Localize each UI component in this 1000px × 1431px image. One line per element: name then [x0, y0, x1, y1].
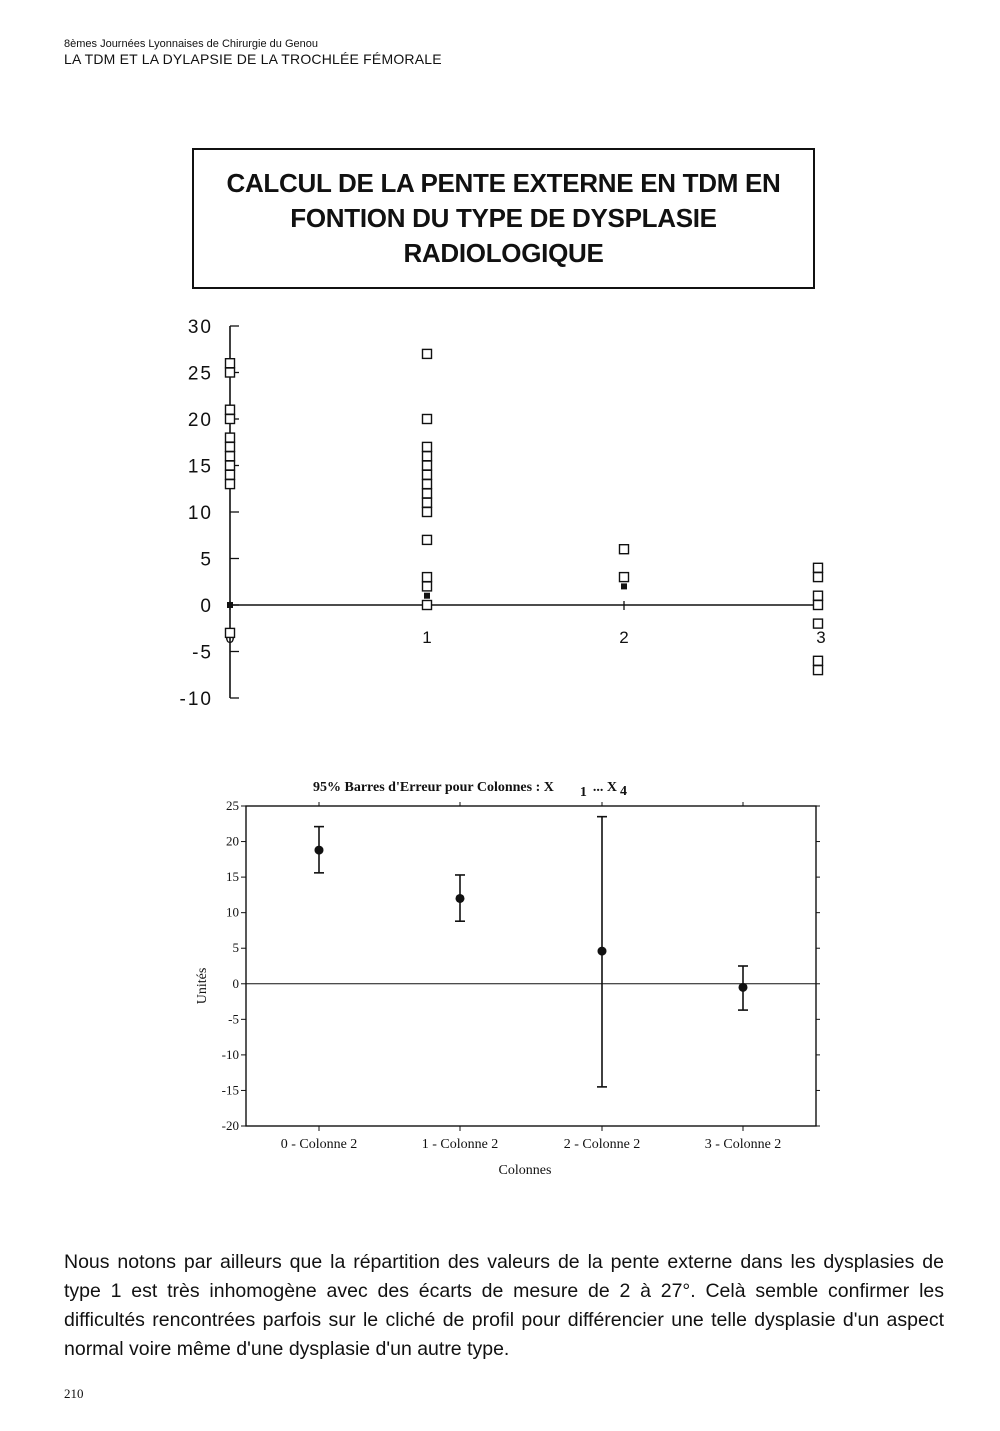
data-point-open [423, 452, 432, 461]
data-point-open [226, 433, 235, 442]
y-tick-label: 30 [187, 317, 213, 338]
data-point-open [226, 405, 235, 414]
data-point-open [814, 563, 823, 572]
data-point-open [814, 591, 823, 600]
scatter-axes [230, 326, 819, 698]
y-tick-label: 0 [232, 975, 239, 991]
y-tick-label: -5 [192, 642, 213, 664]
data-point-open [423, 415, 432, 424]
data-point-open [423, 535, 432, 544]
header-title: LA TDM ET LA DYLAPSIE DE LA TROCHLÉE FÉMORALE [64, 51, 442, 67]
scatter-chart [0, 300, 1000, 720]
y-tick-label: -10 [179, 689, 213, 710]
data-point-open [226, 461, 235, 470]
y-tick-label: 15 [226, 869, 239, 885]
errorbar-title-sub2: 4 [620, 784, 627, 799]
page-header [64, 38, 442, 68]
y-tick-label: 15 [187, 456, 213, 478]
data-point-open [423, 349, 432, 358]
errorbar-title-mid: ... X [592, 780, 617, 795]
data-point-open [226, 359, 235, 368]
errorbar-bars [314, 817, 748, 1087]
data-point-open [226, 368, 235, 377]
header-journal: 8èmes Journées Lyonnaises de Chirurgie du Genou [64, 38, 318, 50]
y-tick-label: 0 [200, 596, 213, 617]
x-tick-label: 1 - Colonne 2 [421, 1137, 499, 1152]
data-point-open [226, 452, 235, 461]
data-point-filled [621, 583, 627, 589]
errorbar-x-ticks [281, 802, 782, 1152]
x-tick-label: 2 [619, 628, 629, 647]
error-bar-mean [598, 947, 607, 956]
data-point-open [423, 470, 432, 479]
data-point-open [423, 498, 432, 507]
plot-frame [246, 806, 816, 1126]
data-point-open [620, 573, 629, 582]
errorbar-title-main: 95% Barres d'Erreur pour Colonnes : X [313, 780, 554, 795]
error-bar-mean [456, 894, 465, 903]
y-tick-label: -15 [221, 1082, 239, 1098]
y-tick-label: 10 [226, 904, 239, 920]
data-point-open [423, 461, 432, 470]
data-point-open [423, 582, 432, 591]
y-tick-label: 20 [226, 833, 239, 849]
errorbar-y-ticks [222, 798, 820, 1133]
y-tick-label: 20 [187, 410, 213, 431]
x-tick-label: 3 - Colonne 2 [704, 1137, 782, 1152]
errorbar-frame [246, 806, 816, 1126]
data-point-open [226, 470, 235, 479]
scatter-points [226, 349, 826, 674]
data-point-open [423, 601, 432, 610]
data-point-open [423, 508, 432, 517]
data-point-open [226, 628, 235, 637]
data-point-open [226, 415, 235, 424]
data-point-filled [424, 593, 430, 599]
figure-title-box [192, 148, 815, 289]
errorbar-title-sub1: 1 [579, 785, 587, 800]
data-point-open [423, 573, 432, 582]
data-point-open [814, 666, 823, 675]
figure-title: CALCUL DE LA PENTE EXTERNE EN TDM EN FONTION DU TYPE DE DYSPLASIE RADIOLOGIQUE [226, 168, 781, 268]
x-tick-label: 0 - Colonne 2 [280, 1137, 358, 1152]
data-point-open [226, 480, 235, 489]
errorbar-title [313, 780, 627, 800]
error-bar-mean [315, 846, 324, 855]
data-point-open [814, 601, 823, 610]
data-point-open [226, 442, 235, 451]
y-tick-label: -5 [228, 1011, 239, 1027]
error-bar-mean [739, 983, 748, 992]
data-point-open [814, 573, 823, 582]
page-number: 210 [64, 1386, 84, 1401]
errorbar-ylabel: Unités [195, 967, 210, 1005]
scatter-x-ticks [225, 601, 825, 647]
data-point-open [814, 619, 823, 628]
data-point-open [620, 545, 629, 554]
data-point-open [423, 489, 432, 498]
y-tick-label: 10 [187, 503, 213, 524]
data-point-open [423, 442, 432, 451]
x-tick-label: 3 [816, 628, 826, 647]
y-tick-label: -10 [221, 1046, 239, 1062]
data-point-filled [227, 602, 233, 608]
x-tick-label: 2 - Colonne 2 [563, 1137, 641, 1152]
y-tick-label: 5 [200, 549, 213, 571]
errorbar-xlabel: Colonnes [498, 1163, 552, 1178]
errorbar-chart [0, 770, 1000, 1190]
y-tick-label: -20 [221, 1118, 239, 1133]
y-tick-label: 25 [187, 363, 213, 385]
y-tick-label: 25 [226, 798, 239, 813]
data-point-open [814, 656, 823, 665]
y-tick-label: 5 [232, 940, 239, 956]
body-paragraph: Nous notons par ailleurs que la répartition des valeurs de la pente externe dans les dysplasies de type 1 est très inhomogène avec des écarts de mesure de 2 à 27°. Celà semble confirmer les difficultés rencontrées parfois sur le cliché de profil pour différencier une telle dysplasie d'un aspect normal voire même d'une dysplasie d'un autre type. [64, 1251, 944, 1360]
data-point-open [423, 480, 432, 489]
x-tick-label: 1 [422, 628, 432, 647]
